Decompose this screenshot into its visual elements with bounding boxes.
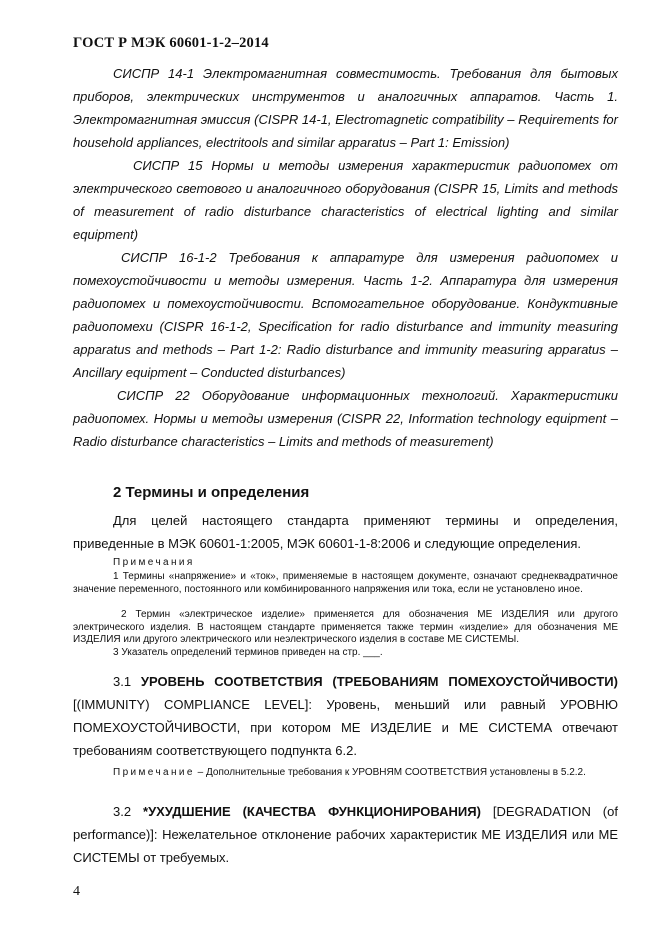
- term-3-1-english: [(IMMUNITY) COMPLIANCE LEVEL]: [73, 697, 309, 712]
- term-3-1-note-text: – Дополнительные требования к УРОВНЯМ СООТВЕТСТВИЯ установлены в 5.2.2.: [194, 767, 586, 778]
- note-1: 1 Термины «напряжение» и «ток», применяемые в настоящем документе, означают среднеквадратичное значение переменного, постоянного или комбинированного напряжения или тока, если не установлено иное.: [73, 571, 618, 595]
- reference-cispr-22: СИСПР 22 Оборудование информационных технологий. Характеристики радиопомех. Нормы и методы измерения (CISPR 22, Information technology equipment – Radio disturbance characteristics – Limits and methods of measurement): [73, 388, 618, 449]
- term-3-1-note: [73, 767, 618, 780]
- notes-heading: Примечания: [113, 557, 195, 568]
- term-3-2-number: 3.2: [113, 804, 132, 819]
- reference-cispr-15: СИСПР 15 Нормы и методы измерения характеристик радиопомех от электрического светового и аналогичного оборудования (CISPR 15, Limits and methods of measurement of radio disturbance characteristics of electrical lighting and similar equipment): [73, 158, 618, 242]
- term-3-2-definition: : Нежелательное отклонение рабочих характеристик МЕ ИЗДЕЛИЯ или МЕ СИСТЕМЫ от требуемых.: [73, 827, 618, 865]
- term-3-2-english: [DEGRADATION (of performance)]: [73, 804, 618, 842]
- reference-cispr-14-1: СИСПР 14-1 Электромагнитная совместимость. Требования для бытовых приборов, электрических инструментов и аналогичных аппаратов. Часть 1. Электромагнитная эмиссия (CISPR 14-1, Electromagnetic compatibility – Requirements for household appliances, electritools and similar apparatus – Part 1: Emission): [73, 66, 618, 150]
- page-header: ГОСТ Р МЭК 60601-1-2–2014: [73, 35, 269, 51]
- note-2: 2 Термин «электрическое изделие» применяется для обозначения МЕ ИЗДЕЛИЯ или другого электрического изделия. В настоящем стандарте применяется также термин «изделие» для обозначения МЕ ИЗДЕЛИЯ или другого электрического или неэлектрического изделия в составе МЕ СИСТЕМЫ.: [73, 609, 618, 645]
- page-number: 4: [73, 884, 80, 899]
- term-3-2-title: *УХУДШЕНИЕ (КАЧЕСТВА ФУНКЦИОНИРОВАНИЯ): [143, 804, 481, 819]
- term-3-1: [73, 670, 618, 762]
- term-3-1-note-label: Примечание: [113, 767, 195, 778]
- term-3-2: [73, 800, 618, 869]
- section-intro: Для целей настоящего стандарта применяют термины и определения, приведенные в МЭК 60601-1:2005, МЭК 60601-1-8:2006 и следующие определения.: [73, 513, 618, 551]
- reference-cispr-16-1-2: СИСПР 16-1-2 Требования к аппаратуре для измерения радиопомех и помехоустойчивости и методы измерения. Часть 1-2. Аппаратура для измерения радиопомех и помехоустойчивости. Вспомогательное оборудование. Кондуктивные радиопомехи (CISPR 16-1-2, Specification for radio disturbance and immunity measuring apparatus and methods – Part 1-2: Radio disturbance and immunity measuring apparatus – Ancillary equipment – Conducted disturbances): [73, 250, 618, 380]
- term-3-1-definition: : Уровень, меньший или равный УРОВНЮ ПОМЕХОУСТОЙЧИВОСТИ, при котором МЕ ИЗДЕЛИЕ и МЕ СИСТЕМА отвечают требованиям соответствующего подпункта 6.2.: [73, 697, 619, 758]
- note-3: 3 Указатель определений терминов приведен на стр. ___.: [113, 647, 383, 658]
- section-title: 2 Термины и определения: [113, 484, 310, 501]
- term-3-1-number: 3.1: [113, 674, 132, 689]
- term-3-1-title: УРОВЕНЬ СООТВЕТСТВИЯ (ТРЕБОВАНИЯМ ПОМЕХОУСТОЙЧИВОСТИ): [140, 674, 618, 689]
